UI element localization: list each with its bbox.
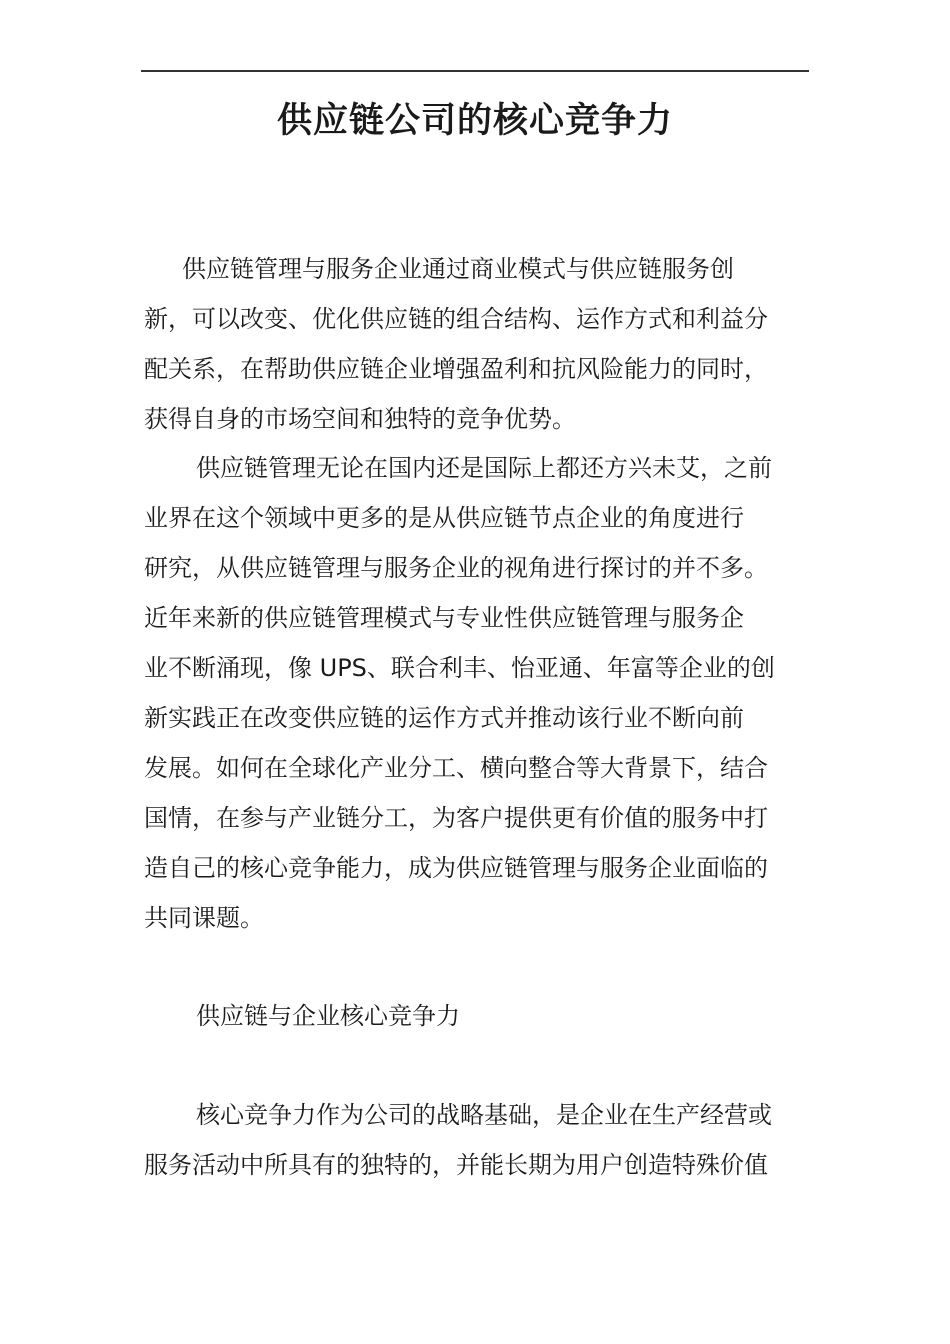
paragraph-3 — [144, 1090, 812, 1190]
paragraph-1 — [144, 244, 812, 444]
document-title: 供应链公司的核心竞争力 — [276, 101, 673, 141]
paragraph-line: 新实践正在改变供应链的运作方式并推动该行业不断向前 — [144, 704, 744, 732]
paragraph-line: 造自己的核心竞争能力，成为供应链管理与服务企业面临的 — [144, 854, 768, 882]
paragraph-line: 业不断涌现，像 UPS、联合利丰、怡亚通、年富等企业的创 — [144, 654, 775, 682]
paragraph-line: 发展。如何在全球化产业分工、横向整合等大背景下，结合 — [144, 754, 768, 782]
paragraph-2 — [144, 443, 812, 943]
paragraph-line: 供应链管理无论在国内还是国际上都还方兴未艾，之前 — [196, 454, 772, 482]
section-heading: 供应链与企业核心竞争力 — [196, 1002, 460, 1030]
paragraph-line: 服务活动中所具有的独特的，并能长期为用户创造特殊价值 — [144, 1151, 768, 1179]
paragraph-line: 核心竞争力作为公司的战略基础，是企业在生产经营或 — [196, 1101, 772, 1129]
paragraph-line: 共同课题。 — [144, 904, 264, 932]
paragraph-line: 配关系，在帮助供应链企业增强盈利和抗风险能力的同时， — [144, 355, 768, 383]
paragraph-line: 国情，在参与产业链分工，为客户提供更有价值的服务中打 — [144, 804, 768, 832]
paragraph-line: 近年来新的供应链管理模式与专业性供应链管理与服务企 — [144, 604, 744, 632]
paragraph-line: 业界在这个领域中更多的是从供应链节点企业的角度进行 — [144, 504, 744, 532]
paragraph-line: 新，可以改变、优化供应链的组合结构、运作方式和利益分 — [144, 305, 768, 333]
paragraph-line: 研究，从供应链管理与服务企业的视角进行探讨的并不多。 — [144, 554, 768, 582]
paragraph-line: 供应链管理与服务企业通过商业模式与供应链服务创 — [182, 255, 734, 283]
paragraph-line: 获得自身的市场空间和独特的竞争优势。 — [144, 405, 576, 433]
header-rule — [141, 70, 809, 72]
